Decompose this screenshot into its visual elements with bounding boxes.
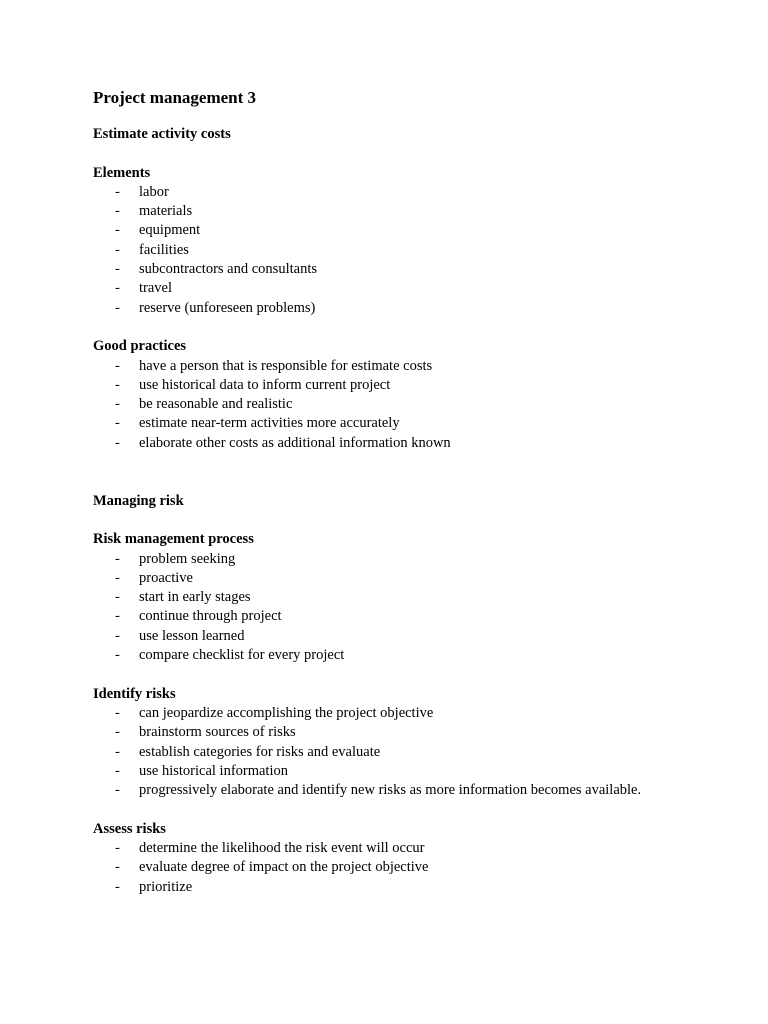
- elements-list: [93, 183, 733, 318]
- list-item: [93, 858, 733, 877]
- list-item-text: continue through project: [139, 608, 282, 625]
- list-item: [93, 723, 733, 742]
- assess-risks-list: [93, 839, 733, 897]
- list-item: [93, 646, 733, 665]
- list-item-text: estimate near-term activities more accurately: [139, 415, 400, 432]
- list-item-text: establish categories for risks and evaluate: [139, 743, 381, 760]
- list-item-text: use historical data to inform current project: [139, 376, 391, 393]
- subheading-assess-risks: Assess risks: [93, 820, 166, 837]
- list-item-text: evaluate degree of impact on the project objective: [139, 859, 429, 876]
- list-item: [93, 588, 733, 607]
- list-item-text: start in early stages: [139, 589, 251, 606]
- list-item: [93, 607, 733, 626]
- bullet-dash: -: [115, 608, 120, 625]
- list-item-text: use lesson learned: [139, 627, 245, 644]
- bullet-dash: -: [115, 647, 120, 664]
- list-item: [93, 241, 733, 260]
- subheading-elements: Elements: [93, 164, 151, 181]
- list-item: [93, 762, 733, 781]
- list-item-text: have a person that is responsible for estimate costs: [139, 357, 433, 374]
- list-item-text: can jeopardize accomplishing the project objective: [139, 704, 434, 721]
- list-item: [93, 704, 733, 723]
- list-item-text: labor: [139, 183, 169, 200]
- bullet-dash: -: [115, 299, 120, 316]
- bullet-dash: -: [115, 222, 120, 239]
- list-item: [93, 627, 733, 646]
- list-item: [93, 279, 733, 298]
- list-item-text: reserve (unforeseen problems): [139, 299, 316, 316]
- bullet-dash: -: [115, 261, 120, 278]
- list-item-text: use historical information: [139, 762, 288, 779]
- bullet-dash: -: [115, 627, 120, 644]
- bullet-dash: -: [115, 550, 120, 567]
- bullet-dash: -: [115, 203, 120, 220]
- list-item: [93, 550, 733, 569]
- list-item-text: problem seeking: [139, 550, 236, 567]
- bullet-dash: -: [115, 376, 120, 393]
- list-item: [93, 260, 733, 279]
- identify-risks-list: [93, 704, 733, 800]
- list-item: [93, 376, 733, 395]
- subheading-risk-process: Risk management process: [93, 531, 254, 548]
- list-item-text: facilities: [139, 241, 189, 258]
- bullet-dash: -: [115, 724, 120, 741]
- bullet-dash: -: [115, 704, 120, 721]
- list-item: [93, 357, 733, 376]
- section-heading-risk: Managing risk: [93, 492, 184, 509]
- bullet-dash: -: [115, 878, 120, 895]
- list-item-text: brainstorm sources of risks: [139, 724, 296, 741]
- bullet-dash: -: [115, 241, 120, 258]
- list-item: [93, 299, 733, 318]
- good-practices-list: [93, 357, 733, 453]
- list-item-text: proactive: [139, 569, 193, 586]
- list-item: [93, 839, 733, 858]
- bullet-dash: -: [115, 415, 120, 432]
- document-page: [93, 86, 733, 897]
- bullet-dash: -: [115, 396, 120, 413]
- list-item-text: subcontractors and consultants: [139, 261, 317, 278]
- list-item-text: travel: [139, 280, 173, 297]
- bullet-dash: -: [115, 280, 120, 297]
- section-heading-estimate: Estimate activity costs: [93, 126, 231, 142]
- bullet-dash: -: [115, 859, 120, 876]
- bullet-dash: -: [115, 762, 120, 779]
- bullet-dash: -: [115, 434, 120, 451]
- list-item: [93, 781, 733, 800]
- list-item: [93, 569, 733, 588]
- subheading-identify-risks: Identify risks: [93, 685, 176, 702]
- list-item: [93, 202, 733, 221]
- bullet-dash: -: [115, 743, 120, 760]
- list-item: [93, 878, 733, 897]
- list-item-text: materials: [139, 203, 193, 220]
- list-item: [93, 395, 733, 414]
- bullet-dash: -: [115, 589, 120, 606]
- list-item-text: be reasonable and realistic: [139, 396, 293, 413]
- list-item-text: equipment: [139, 222, 201, 239]
- list-item-text: progressively elaborate and identify new risks as more information becomes available.: [139, 782, 642, 799]
- list-item: [93, 183, 733, 202]
- bullet-dash: -: [115, 839, 120, 856]
- risk-process-list: [93, 550, 733, 666]
- list-item-text: prioritize: [139, 878, 193, 895]
- bullet-dash: -: [115, 183, 120, 200]
- list-item: [93, 434, 733, 453]
- list-item-text: compare checklist for every project: [139, 647, 345, 664]
- list-item: [93, 414, 733, 433]
- list-item: [93, 743, 733, 762]
- bullet-dash: -: [115, 782, 120, 799]
- list-item-text: elaborate other costs as additional information known: [139, 434, 451, 451]
- list-item-text: determine the likelihood the risk event will occur: [139, 839, 425, 856]
- bullet-dash: -: [115, 569, 120, 586]
- list-item: [93, 221, 733, 240]
- bullet-dash: -: [115, 357, 120, 374]
- subheading-good-practices: Good practices: [93, 338, 187, 355]
- document-title: Project management 3: [93, 88, 257, 107]
